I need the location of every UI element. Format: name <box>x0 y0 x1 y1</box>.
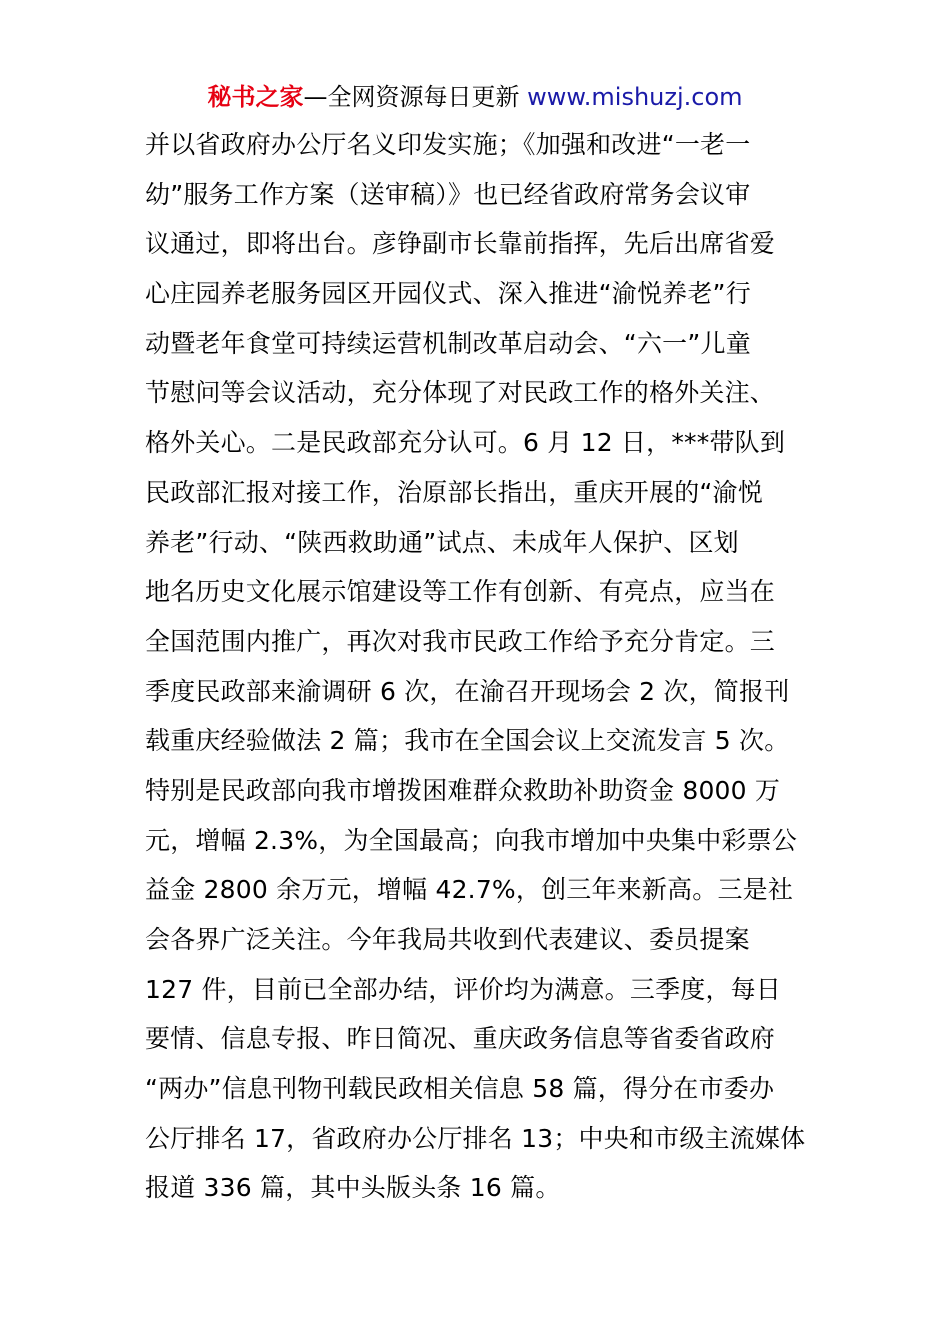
text-line: 特别是民政部向我市增拨困难群众救助补助资金 8000 万 <box>145 775 781 805</box>
text-line: 益金 2800 余万元，增幅 42.7%，创三年来新高。三是社 <box>145 875 794 905</box>
text-line: 议通过，即将出台。彦铮副市长靠前指挥，先后出席省爱 <box>145 229 776 259</box>
text-line: 公厅排名 17，省政府办公厅排名 13；中央和市级主流媒体 <box>145 1123 806 1153</box>
text-line: 季度民政部来渝调研 6 次，在渝召开现场会 2 次，简报刊 <box>145 676 790 706</box>
document-body <box>145 120 825 1213</box>
text-line: 元，增幅 2.3%，为全国最高；向我市增加中央集中彩票公 <box>145 825 798 855</box>
text-line: 养老”行动、“陕西救助通”试点、未成年人保护、区划 <box>145 527 739 557</box>
site-brand: 秘书之家 <box>207 83 304 111</box>
text-line: 全国范围内推广，再次对我市民政工作给予充分肯定。三 <box>145 626 776 656</box>
text-line: 要情、信息专报、昨日简况、重庆政务信息等省委省政府 <box>145 1024 776 1054</box>
text-line: 地名历史文化展示馆建设等工作有创新、有亮点，应当在 <box>145 577 776 607</box>
text-line: 报道 336 篇，其中头版头条 16 篇。 <box>145 1173 561 1203</box>
text-line: 会各界广泛关注。今年我局共收到代表建议、委员提案 <box>145 925 750 954</box>
text-line: 127 件，目前已全部办结，评价均为满意。三季度，每日 <box>145 974 782 1004</box>
text-line: 民政部汇报对接工作，治原部长指出，重庆开展的“渝悦 <box>145 477 763 507</box>
text-line: 载重庆经验做法 2 篇；我市在全国会议上交流发言 5 次。 <box>145 726 790 756</box>
text-line: 心庄园养老服务园区开园仪式、深入推进“渝悦养老”行 <box>145 279 751 309</box>
text-line: “两办”信息刊物刊载民政相关信息 58 篇，得分在市委办 <box>145 1074 775 1104</box>
site-url-link[interactable]: www.mishuzj.com <box>527 83 743 111</box>
site-tagline: —全网资源每日更新 <box>303 83 528 111</box>
text-line: 格外关心。二是民政部充分认可。6 月 12 日，***带队到 <box>145 428 786 458</box>
text-line: 并以省政府办公厅名义印发实施；《加强和改进“一老一 <box>145 130 751 159</box>
text-line: 幼”服务工作方案（送审稿）》也已经省政府常务会议审 <box>145 179 751 209</box>
text-line: 动暨老年食堂可持续运营机制改革启动会、“六一”儿童 <box>145 328 751 358</box>
site-header <box>0 80 950 114</box>
text-line: 节慰问等会议活动，充分体现了对民政工作的格外关注、 <box>145 378 776 408</box>
